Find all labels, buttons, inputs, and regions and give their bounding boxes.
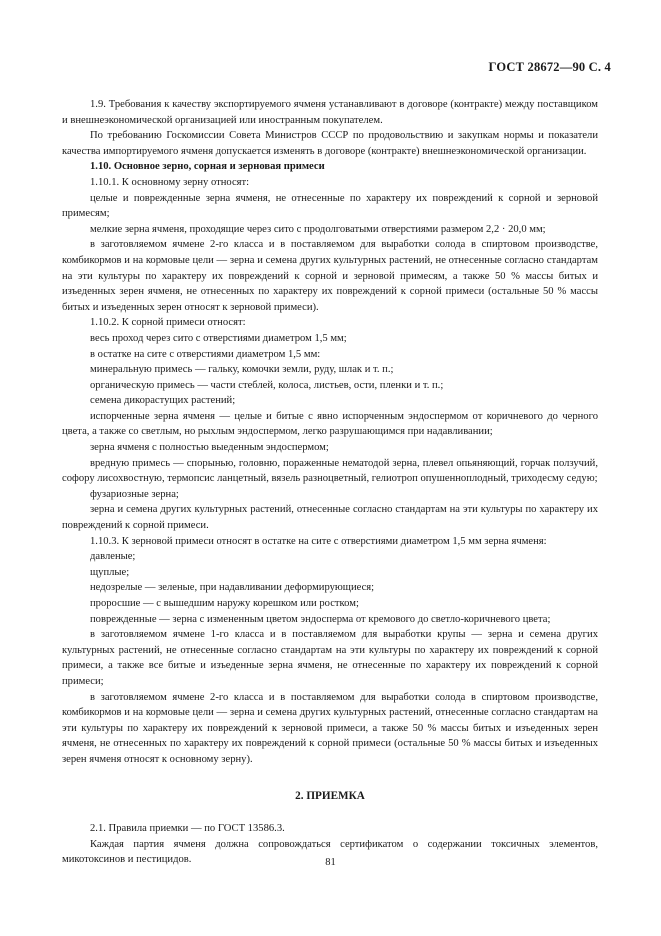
list-item: испорченные зерна ячменя — целые и битые с явно испорченным эндоспермом от коричневого до черного цвета, а также со светлым, но рыхлым эндоспермом, легко разрушающимся при надавливании;	[62, 410, 598, 438]
section-title-2: 2. ПРИЕМКА	[295, 789, 365, 802]
paragraph-gosk: По требованию Госкомиссии Совета Министров СССР по продовольствию и закупкам нормы и показатели качества импортируемого ячменя допускается изменять в договоре (контракте) внешнеэкономической организации.	[62, 130, 598, 157]
paragraph-1-10-2: 1.10.2. К сорной примеси относят:	[90, 317, 246, 329]
page-header: ГОСТ 28672—90 С. 4	[488, 60, 611, 74]
list-item: в заготовляемом ячмене 2-го класса и в поставляемом для выработки солода в спиртовом производстве, комбикормов и на кормовые цели — зерна и семена других культурных растений, отнесенные согласно стандартам на эти культуры по характеру их повреждений к зерновой примеси, а также 50 % массы битых и изъеденных зерен ячменя, не отнесенных по характеру их повреждений к сорной примеси (остальные 50 % массы битых и изъеденных зерен ячменя относят к основному зерну).	[62, 691, 598, 765]
list-item: в заготовляемом ячмене 1-го класса и в поставляемом для выработки крупы — зерна и семена других культурных растений, не отнесенные согласно стандартам на эти культуры по характеру их повреждений к сорной примеси, а также все битые и изъеденные зерна ячменя, не отнесенные по характеру их повреждений к сорной примеси;	[62, 629, 598, 687]
list-item: проросшие — с вышедшим наружу корешком или ростком;	[90, 598, 359, 609]
list-item: зерна ячменя с полностью выеденным эндоспермом;	[90, 442, 329, 454]
document-body	[62, 97, 598, 868]
paragraph-1-10-1: 1.10.1. К основному зерну относят:	[90, 176, 250, 188]
list-item: весь проход через сито с отверстиями диаметром 1,5 мм;	[90, 332, 347, 344]
list-item: целые и поврежденные зерна ячменя, не отнесенные по характеру их повреждений к сорной и зерновой примесям;	[62, 192, 598, 220]
list-item: вредную примесь — спорынью, головню, пораженные нематодой зерна, плевел опьяняющий, горчак ползучий, софору лисохвостную, термопсис ланцетный, вязель разноцветный, гелиотроп опушенноплодный, триходесму седую;	[62, 457, 598, 485]
list-item: семена дикорастущих растений;	[90, 395, 236, 407]
list-item: давленые;	[90, 551, 136, 563]
paragraph-1-9: 1.9. Требования к качеству экспортируемого ячменя устанавливают в договоре (контракте) между поставщиком и внешнеэкономической организацией или иностранным покупателем.	[62, 99, 598, 126]
list-item: органическую примесь — части стеблей, колоса, листьев, ости, пленки и т. п.;	[90, 379, 444, 391]
list-item: зерна и семена других культурных растений, отнесенные согласно стандартам на эти культуры по характеру их повреждений к сорной примеси.	[62, 504, 598, 532]
list-item: поврежденные — зерна с измененным цветом эндосперма от кремового до светло-коричневого цвета;	[90, 613, 551, 625]
paragraph-1-10-3: 1.10.3. К зерновой примеси относят в остатке на сите с отверстиями диаметром 1,5 мм зерна ячменя:	[90, 535, 547, 547]
paragraph-2-1: 2.1. Правила приемки — по ГОСТ 13586.3.	[90, 823, 285, 835]
page-number: 81	[325, 857, 336, 868]
list-item: фузариозные зерна;	[90, 488, 179, 500]
list-item: в заготовляемом ячмене 2-го класса и в поставляемом для выработки солода в спиртовом производстве, комбикормов и на кормовые цели — зерна и семена других культурных растений, не отнесенные согласно стандартам на эти культуры по характеру их повреждений к сорной и зерновой примесям, а также 50 % массы битых и изъеденных зерен ячменя, не отнесенных по характеру их повреждений к сорной примеси (остальные 50 % массы битых и изъеденных зерен относят к зерновой примеси).	[62, 239, 598, 313]
list-item: щуплые;	[90, 566, 130, 578]
list-item: минеральную примесь — гальку, комочки земли, руду, шлак и т. п.;	[90, 364, 394, 376]
list-item: мелкие зерна ячменя, проходящие через сито с продолговатыми отверстиями размером 2,2 · 20,0 мм;	[90, 223, 546, 235]
paragraph-certificate: Каждая партия ячменя должна сопровождаться сертификатом о содержании токсичных элементов, микотоксинов и пестицидов.	[62, 838, 598, 866]
list-item: недозрелые — зеленые, при надавливании деформирующиеся;	[90, 582, 375, 594]
list-item: в остатке на сите с отверстиями диаметром 1,5 мм:	[90, 348, 321, 360]
section-heading-1-10: 1.10. Основное зерно, сорная и зерновая примеси	[90, 161, 325, 173]
